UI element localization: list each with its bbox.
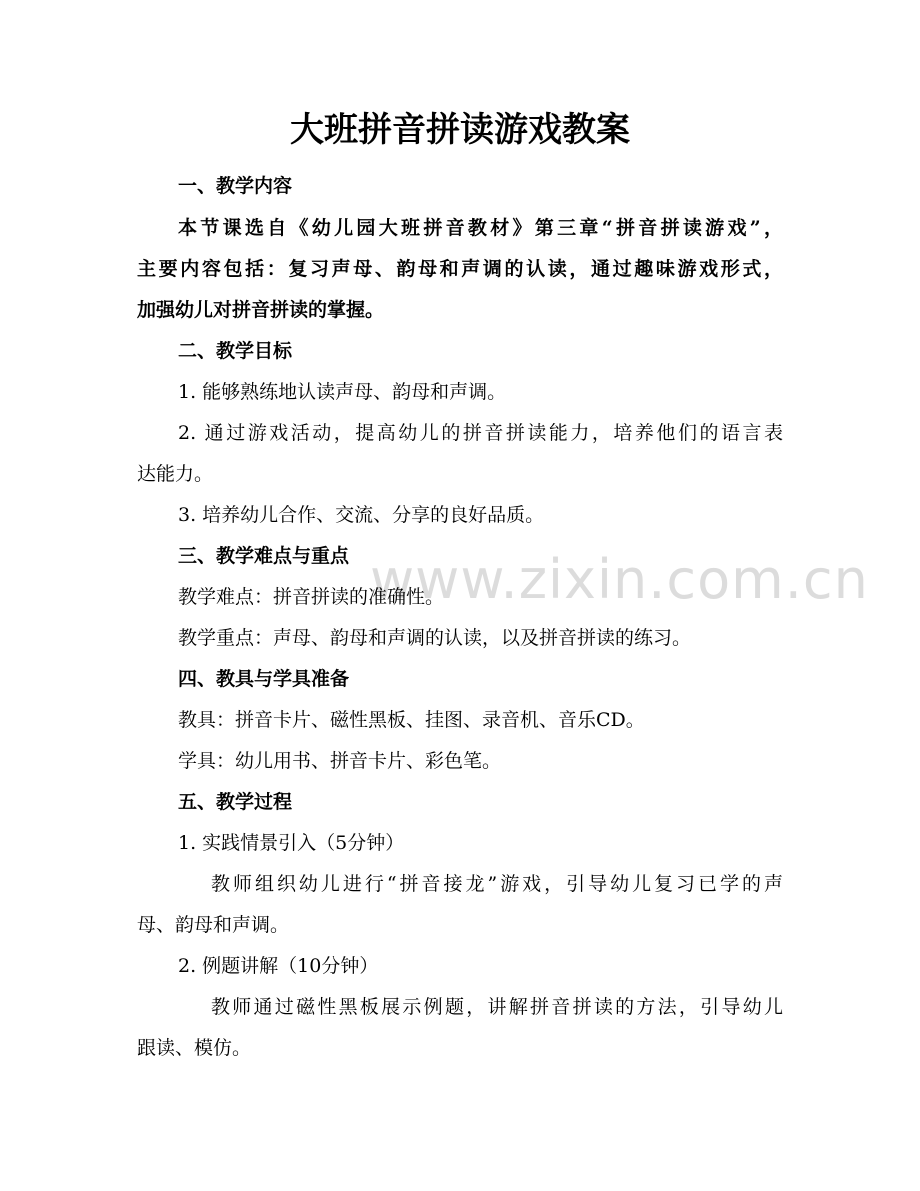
paragraph-line: 主要内容包括：复习声母、韵母和声调的认读，通过趣味游戏形式， <box>137 258 783 280</box>
list-item: 2. 例题讲解（10分钟） <box>178 955 379 977</box>
list-item-continuation: 达能力。 <box>137 463 214 485</box>
paragraph-line: 教师通过磁性黑板展示例题，讲解拼音拼读的方法，引导幼儿 <box>211 996 783 1018</box>
list-item: 1. 实践情景引入（5分钟） <box>178 832 405 854</box>
list-item: 1. 能够熟练地认读声母、韵母和声调。 <box>178 381 507 403</box>
paragraph-line: 加强幼儿对拼音拼读的掌握。 <box>137 299 385 321</box>
section-heading-1: 一、教学内容 <box>178 175 293 197</box>
document-title: 大班拼音拼读游戏教案 <box>290 110 630 150</box>
paragraph-line: 母、韵母和声调。 <box>137 914 290 936</box>
paragraph-line: 本节课选自《幼儿园大班拼音教材》第三章“拼音拼读游戏”， <box>178 217 783 239</box>
paragraph-line: 教师组织幼儿进行“拼音接龙”游戏，引导幼儿复习已学的声 <box>211 873 783 895</box>
paragraph-line: 教具：拼音卡片、磁性黑板、挂图、录音机、音乐CD。 <box>178 709 645 731</box>
watermark: www.zixin.com.cn <box>370 548 869 611</box>
paragraph-line: 跟读、模仿。 <box>137 1037 252 1059</box>
list-item: 3. 培养幼儿合作、交流、分享的良好品质。 <box>178 504 545 526</box>
paragraph-line: 学具：幼儿用书、拼音卡片、彩色笔。 <box>178 750 502 772</box>
section-heading-5: 五、教学过程 <box>178 791 293 813</box>
paragraph-line: 教学难点：拼音拼读的准确性。 <box>178 586 445 608</box>
section-heading-2: 二、教学目标 <box>178 340 293 362</box>
paragraph-line: 教学重点：声母、韵母和声调的认读，以及拼音拼读的练习。 <box>178 627 692 649</box>
section-heading-4: 四、教具与学具准备 <box>178 668 350 690</box>
section-heading-3: 三、教学难点与重点 <box>178 545 350 567</box>
list-item: 2. 通过游戏活动，提高幼儿的拼音拼读能力，培养他们的语言表 <box>178 422 783 444</box>
